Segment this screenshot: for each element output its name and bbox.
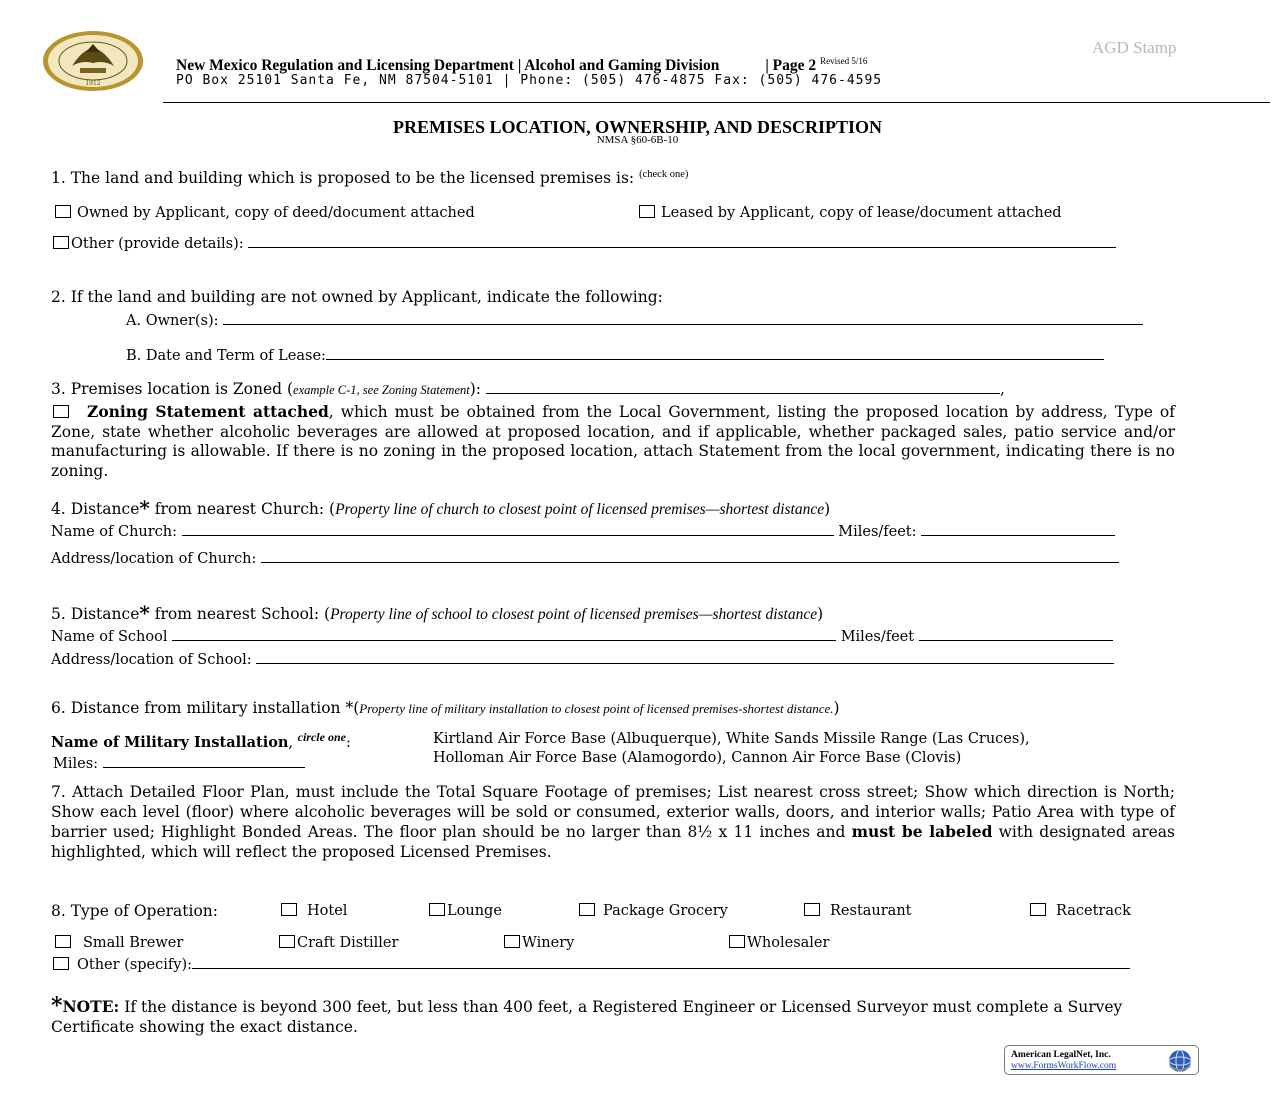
q6-circle-one: circle one (297, 730, 346, 744)
q3-zone-field[interactable] (486, 392, 1000, 394)
q8-winery-checkbox[interactable] (504, 935, 520, 948)
header-rule (163, 102, 1270, 103)
q4-church-name-field[interactable] (182, 534, 834, 536)
q4-church-address-field[interactable] (261, 561, 1119, 563)
q6-miles-field[interactable] (103, 766, 305, 768)
header-department: New Mexico Regulation and Licensing Department | Alcohol and Gaming Division | Page 2 $^{Revised 5/16}$ (176, 56, 868, 75)
q6-base-options-line2[interactable]: Holloman Air Force Base (Alamogordo), Cannon Air Force Base (Clovis) (433, 750, 962, 766)
q1-other-checkbox[interactable] (53, 236, 69, 249)
q3-zoning-checkbox[interactable] (53, 405, 69, 418)
q2-lease-field[interactable] (326, 358, 1104, 360)
q8-option-lounge[interactable]: Lounge (429, 903, 502, 919)
q5-school-name-row: Name of School Miles/feet (51, 629, 1113, 645)
q8-question: 8. Type of Operation: (51, 902, 219, 920)
q4-church-miles-field[interactable] (921, 534, 1115, 536)
q5-question: 5. Distance* from nearest School: (Property line of school to closest point of licensed premises—shortest distance) (51, 601, 824, 625)
q1-other-details-field[interactable] (248, 246, 1116, 248)
q8-option-winery[interactable]: Winery (504, 935, 574, 951)
q8-option-wholesaler[interactable]: Wholesaler (729, 935, 829, 951)
q4-note: Property line of church to closest point of licensed premises—shortest distance (335, 501, 825, 518)
footer-url[interactable]: www.FormsWorkFlow.com (1011, 1061, 1117, 1071)
q1-option-owned[interactable]: Owned by Applicant, copy of deed/document attached (55, 205, 475, 221)
q8-hotel-checkbox[interactable] (281, 903, 297, 916)
q6-note: Property line of military installation to closest point of licensed premises-shortest distance. (359, 701, 834, 716)
q5-school-miles-field[interactable] (919, 639, 1113, 641)
q8-lounge-checkbox[interactable] (429, 903, 445, 916)
q5-note: Property line of school to closest point of licensed premises—shortest distance (330, 606, 818, 623)
q8-option-package-grocery[interactable]: Package Grocery (579, 903, 728, 919)
q8-other-checkbox[interactable] (53, 957, 69, 970)
statute-citation: NMSA §60-6B-10 (596, 134, 679, 146)
q8-package-grocery-checkbox[interactable] (579, 903, 595, 916)
q2-owner-row: A. Owner(s): (126, 313, 1143, 329)
q5-school-name-field[interactable] (172, 639, 836, 641)
q1-leased-checkbox[interactable] (639, 205, 655, 218)
state-seal-logo (42, 30, 144, 92)
q8-racetrack-checkbox[interactable] (1030, 903, 1046, 916)
q4-church-name-row: Name of Church: Miles/feet: (51, 524, 1115, 540)
q6-miles-row: Miles: (53, 756, 305, 772)
q7-floor-plan-instructions: 7. Attach Detailed Floor Plan, must include the Total Square Footage of premises; List nearest cross street; Show which direction is North; Show each level (floor) where alcoholic beverages will be sold or consumed, exterior walls, doors, and interior walls; Patio Area with type of barrier used; Highlight Bonded Areas. The floor plan should be no larger than 8½ x 11 inches and must be labeled with designated areas highlighted, which will reflect the proposed Licensed Premises. (51, 783, 1175, 861)
footer-company: American LegalNet, Inc. (1011, 1050, 1111, 1060)
q2-lease-row: B. Date and Term of Lease: (126, 348, 1104, 364)
q3-zoning-statement: Zoning Statement attached, which must be obtained from the Local Government, listing the proposed location by address, Type of Zone, state whether alcoholic beverages are allowed at proposed location, and if applicable, whether packaged sales, patio service and/or manufacturing is allowable. If there is no zoning in the proposed location, attach Statement from the local government, indicating there is no zoning. (51, 402, 1175, 480)
q8-small-brewer-checkbox[interactable] (55, 935, 71, 948)
form-title: PREMISES LOCATION, OWNERSHIP, AND DESCRIPTION (392, 117, 883, 137)
q6-base-options-line1[interactable]: Kirtland Air Force Base (Albuquerque), White Sands Missile Range (Las Cruces), (433, 731, 1030, 747)
american-legalnet-badge[interactable] (1004, 1045, 1199, 1075)
q6-installation-label: Name of Military Installation, $^{circle one}$: (51, 730, 351, 751)
q8-option-racetrack[interactable]: Racetrack (1030, 903, 1131, 919)
agd-stamp-area: AGD Stamp (1092, 38, 1177, 57)
q5-school-address-row: Address/location of School: (51, 652, 1114, 668)
q8-other-field[interactable] (192, 967, 1130, 969)
header-contact: PO Box 25101 Santa Fe, NM 87504-5101 | Phone: (505) 476-4875 Fax: (505) 476-4595 (176, 73, 883, 88)
q8-option-other[interactable]: Other (specify): (53, 957, 1130, 973)
q8-craft-distiller-checkbox[interactable] (279, 935, 295, 948)
q8-restaurant-checkbox[interactable] (804, 903, 820, 916)
q8-option-small-brewer[interactable]: Small Brewer (55, 935, 183, 951)
distance-note: *NOTE: If the distance is beyond 300 feet, but less than 400 feet, a Registered Engineer or Licensed Surveyor must complete a Survey Certificate showing the exact distance. (51, 993, 1123, 1036)
q5-school-address-field[interactable] (256, 662, 1114, 664)
q6-question: 6. Distance from military installation *(Property line of military installation to closest point of licensed premises-shortest distance.) (51, 699, 840, 717)
q8-option-craft-distiller[interactable]: Craft Distiller (279, 935, 398, 951)
page-number: | Page 2 (765, 57, 817, 75)
q2-owner-field[interactable] (223, 323, 1143, 325)
q4-church-address-row: Address/location of Church: (51, 551, 1119, 567)
svg-text:1912: 1912 (85, 80, 101, 87)
q8-wholesaler-checkbox[interactable] (729, 935, 745, 948)
q1-owned-checkbox[interactable] (55, 205, 71, 218)
q1-check-one-note: (check one) (639, 169, 689, 180)
q4-question: 4. Distance* from nearest Church: (Property line of church to closest point of licensed premises—shortest distance) (51, 496, 831, 520)
q1-question: 1. The land and building which is proposed to be the licensed premises is: $^{(check one)}$ (51, 169, 689, 188)
q1-option-other[interactable]: Other (provide details): (53, 236, 1116, 252)
q8-option-hotel[interactable]: Hotel (281, 903, 347, 919)
revised-date: Revised 5/16 (820, 56, 868, 66)
globe-icon (1166, 1048, 1194, 1074)
q2-question: 2. If the land and building are not owned by Applicant, indicate the following: (51, 288, 663, 306)
q3-question: 3. Premises location is Zoned (example C-1, see Zoning Statement): , (51, 380, 1005, 398)
q8-option-restaurant[interactable]: Restaurant (804, 903, 912, 919)
q1-option-leased[interactable]: Leased by Applicant, copy of lease/document attached (639, 205, 1062, 221)
